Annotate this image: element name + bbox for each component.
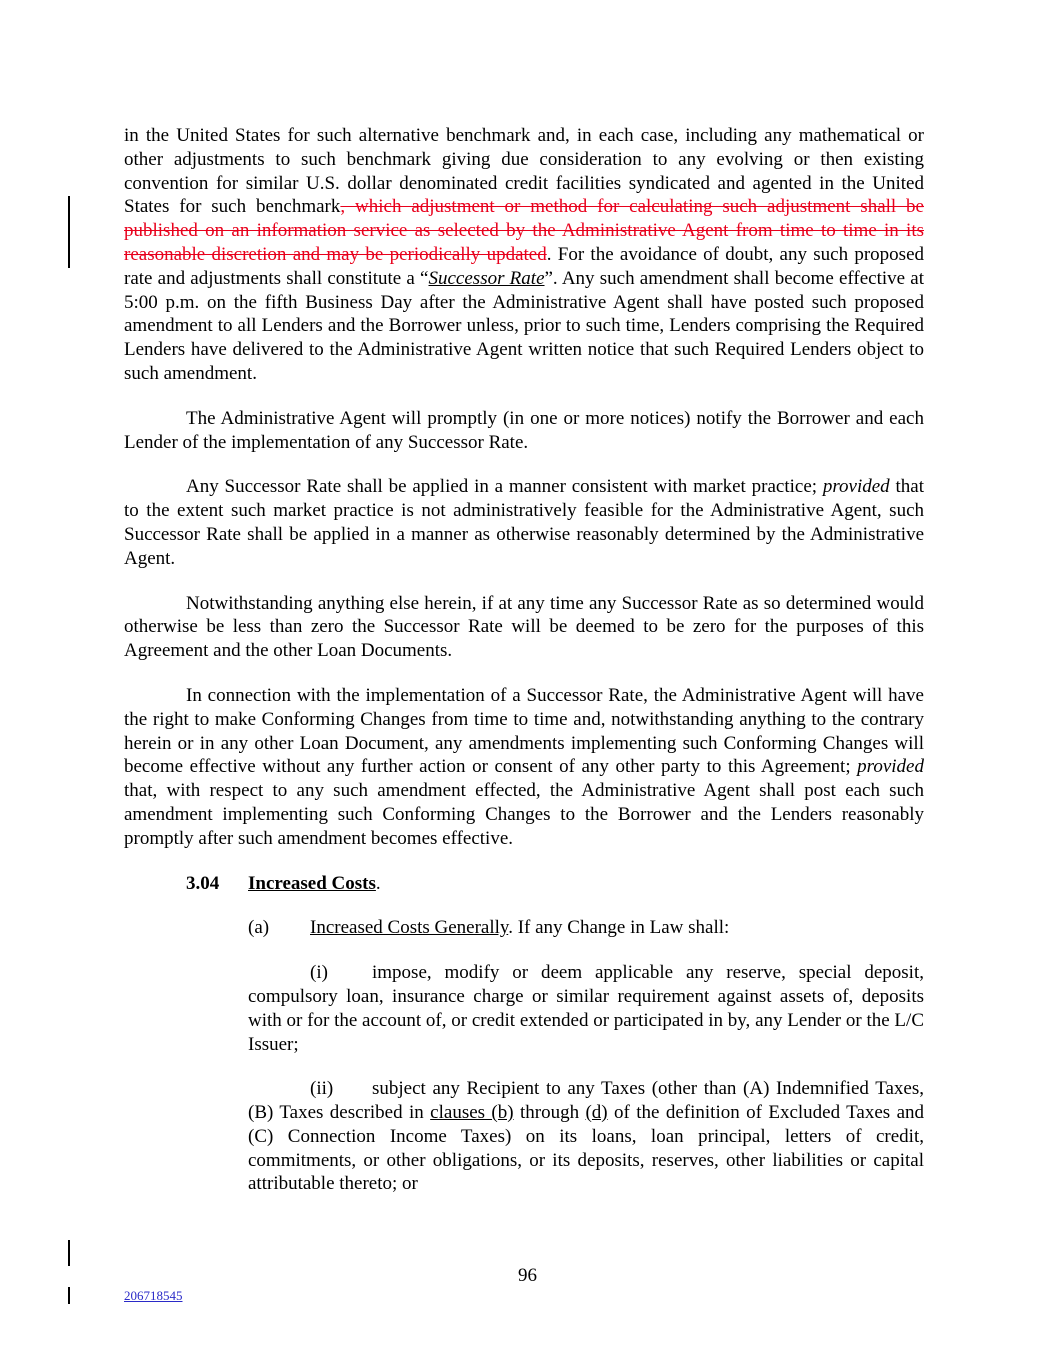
text-run: that to the extent such market practice is not administratively feasible for the Administrative Agent, such Successor Rate shall be applied in a manner as otherwise reasonably determined by the Administrative Agent.: [124, 476, 924, 569]
defined-term-successor-rate: Successor Rate: [428, 267, 545, 289]
page-number: 96: [518, 1265, 537, 1286]
section-heading: [124, 872, 924, 896]
text-run: through: [513, 1102, 586, 1124]
clause-reference-b: clauses (b): [430, 1102, 514, 1124]
subsection-a: [248, 916, 924, 940]
text-run: ”. Any such amendment shall become effective at 5:00 p.m. on the fifth Business Day after the Administrative Agent shall have posted such proposed amendment to all Lenders and the Borrower unless, prior to such time, Lenders comprising the Required Lenders have delivered to the Administrative Agent written notice that such Required Lenders object to such amendment.: [124, 267, 924, 384]
change-bar-footer-2: [68, 1287, 70, 1304]
text-run: impose, modify or deem applicable any reserve, special deposit, compulsory loan, insurance charge or similar requirement against assets of, deposits with or for the account of, or credit extended or participated in by, any Lender or the L/C Issuer;: [248, 962, 924, 1055]
text-run: subject any Recipient to any Taxes (other than (A) Indemnified Taxes, (B) Taxes described in: [248, 1078, 924, 1124]
paragraph-conforming-changes: [124, 684, 924, 851]
section-number: 3.04: [186, 872, 220, 894]
text-run: Any Successor Rate shall be applied in a manner consistent with market practice;: [186, 476, 823, 498]
paragraph-zero-floor: Notwithstanding anything else herein, if at any time any Successor Rate as so determined would otherwise be less than zero the Successor Rate will be deemed to be zero for the purposes of this Agreement and the other Loan Documents.: [124, 592, 924, 662]
text-run: In connection with the implementation of a Successor Rate, the Administrative Agent will have the right to make Conforming Changes from time to time and, notwithstanding anything to the contrary herein or in any other Loan Document, any amendments implementing such Conforming Changes will become effective without any further action or consent of any other party to this Agreement;: [124, 684, 924, 778]
text-run: of the definition of Excluded Taxes and (C) Connection Income Taxes) on its loans, loan principal, letters of credit, commitments, or other obligations, or its deposits, reserves, other liabilities or capital attributable thereto; or: [248, 1102, 924, 1195]
section-title: Increased Costs: [248, 872, 376, 894]
subsection-title: Increased Costs Generally: [310, 917, 509, 939]
provided-term: provided: [822, 476, 890, 498]
subsection-label: (a): [248, 917, 270, 939]
change-bar-footer-1: [68, 1240, 70, 1266]
text-run: . For the avoidance of doubt, any such proposed rate and adjustments shall constitute a “: [124, 243, 925, 289]
clause-label: (i): [310, 962, 328, 984]
document-id: 206718545: [124, 1288, 183, 1303]
body-text: [124, 124, 924, 1217]
clause-ii: [248, 1077, 924, 1196]
deleted-text: , which adjustment or method for calculating such adjustment shall be published on an information service as selected by the Administrative Agent from time to time in its reasonable discretion and may be periodically updated: [124, 196, 924, 265]
clause-reference-d: (d): [585, 1102, 608, 1124]
text-run: . If any Change in Law shall:: [508, 917, 730, 939]
text-run: in the United States for such alternative benchmark and, in each case, including any mathematical or other adjustments to such benchmark giving due consideration to any evolving or then existing convention for similar U.S. dollar denominated credit facilities syndicated and agented in the United States for such benchmark: [124, 125, 924, 218]
clause-label: (ii): [310, 1078, 334, 1100]
provided-term: provided: [857, 756, 924, 778]
paragraph-successor-rate-definition: [124, 124, 924, 386]
section-period: .: [375, 872, 381, 894]
paragraph-notify: The Administrative Agent will promptly (in one or more notices) notify the Borrower and each Lender of the implementation of any Successor Rate.: [124, 407, 924, 453]
change-bar: [68, 196, 70, 268]
text-run: that, with respect to any such amendment effected, the Administrative Agent shall post each such amendment implementing such Conforming Changes to the Borrower and the Lenders reasonably promptly after such amendment becomes effective.: [124, 780, 924, 849]
paragraph-market-practice: [124, 475, 924, 570]
clause-i: [248, 961, 924, 1056]
